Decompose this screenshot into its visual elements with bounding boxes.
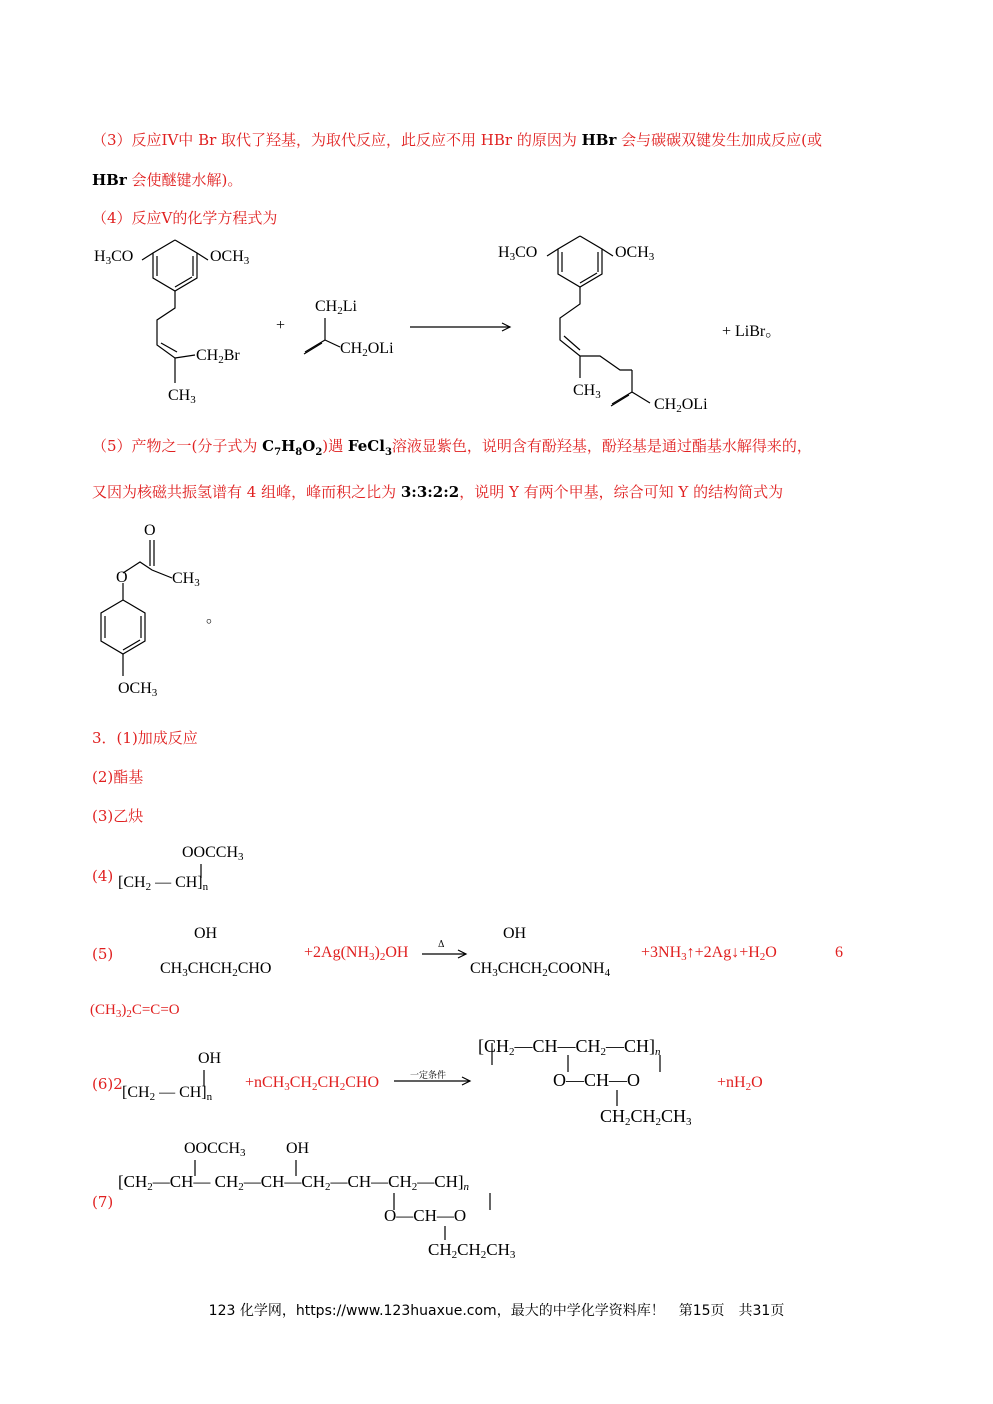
product-oh-label: OH: [503, 925, 527, 942]
answer-5-line2: 又因为核磁共振氢谱有 4 组峰，峰而积之比为 3:3:2:2，说明 Y 有两个甲基，综合可知 Y 的结构简式为: [92, 483, 784, 501]
pvb-acetal-ring: O—CH—O: [384, 1206, 467, 1225]
answer-3-line1: （3）反应IV中 Br 取代了羟基，为取代反应，此反应不用 HBr 的原因为 HBr 会与碳碳双键发生加成反应(或: [92, 131, 823, 149]
answer-six: 6: [835, 944, 843, 961]
pvb-oh-label: OH: [286, 1140, 310, 1157]
y-och3-label: $OCH_3$: [118, 680, 158, 699]
q3-answer-6-label: (6)2: [92, 1075, 123, 1093]
answer-3-line2: HBr 会使醚键水解)。: [92, 171, 243, 189]
pvb-oocch3-label: $OOCCH_3$: [184, 1140, 246, 1159]
butanal-reagent: $+nCH_3CH_2CH_2CHO$: [245, 1074, 379, 1093]
product-h3co-label: $H_3CO$: [498, 244, 538, 263]
polymer-repeat-unit: [$CH_2$ — $CH]_n$: [118, 874, 209, 893]
pva-oh-label: OH: [198, 1050, 222, 1067]
carbonyl-oxygen-label: O: [144, 522, 156, 539]
page-footer: 123 化学网，https://www.123huaxue.com，最大的中学化学资料库！ 第15页 共31页: [208, 1303, 785, 1319]
product-ch3-label: $CH_3$: [573, 382, 601, 401]
acetal-ring: O—CH—O: [553, 1070, 641, 1090]
reactant-oh-label: OH: [194, 925, 218, 942]
lithium-bromide-byproduct: + LiBr。: [722, 323, 782, 340]
q3-answer-3: (3)乙炔: [92, 807, 144, 825]
byproducts: $+3NH_3↑+2Ag↓+H_2O$: [641, 944, 777, 963]
reactant-1-ch3-label: $CH_3$: [168, 387, 196, 406]
q3-answer-4-label: (4): [92, 867, 114, 885]
reaction-condition: 一定条件: [410, 1071, 447, 1081]
polymer-side-oocch3: $OOCCH_3$: [182, 844, 244, 863]
reactant-2-ch2li-label: $CH_2Li$: [315, 298, 357, 317]
plus-sign: +: [276, 317, 286, 334]
answer-5-line1: （5）产物之一(分子式为 $C_7H_8O_2$)遇 FeCl$_3$溶液显紫色，说明含有酚羟基，酚羟基是通过酯基水解得来的，: [92, 437, 812, 458]
pvb-propyl: $CH_2CH_2CH_3$: [428, 1240, 516, 1261]
q3-answer-2: (2)酯基: [92, 768, 144, 786]
reactant-hydroxybutanal: $CH_3CHCH_2CHO$: [160, 960, 272, 979]
pvb-backbone: [$CH_2—CH—$ $CH_2—CH—CH_2—CH—CH_2—CH]_n$: [118, 1172, 470, 1193]
product-och3-label: $OCH_3$: [615, 244, 655, 263]
reactant-1-h3co-label: $H_3CO$: [94, 248, 134, 267]
q3-answer-1: 3．(1)加成反应: [92, 729, 198, 747]
reactant-2-ch2oli-label: $CH_2OLi$: [340, 340, 394, 359]
heat-condition: Δ: [438, 940, 445, 950]
acetal-polymer-backbone: $[CH_2—CH—CH_2—CH]_n$: [478, 1036, 661, 1058]
water-byproduct: $+nH_2O$: [717, 1074, 763, 1093]
ester-oxygen-label: O: [116, 569, 128, 586]
q3-answer-7-label: (7): [92, 1193, 114, 1211]
pva-repeat-unit: [$CH_2$ — $CH]_n$: [122, 1084, 213, 1103]
y-ch3-label: $CH_3$: [172, 570, 200, 589]
reactant-1-och3-label: $OCH_3$: [210, 248, 250, 267]
answer-4-heading: （4）反应V的化学方程式为: [92, 209, 278, 227]
reactant-1-ch2br-label: $CH_2Br$: [196, 347, 240, 366]
y-period: 。: [206, 609, 223, 626]
acetal-propyl: $CH_2CH_2CH_3$: [600, 1106, 692, 1128]
ketene-answer: $(CH_3)_2C=C=O$: [90, 1002, 180, 1020]
q3-answer-5-label: (5): [92, 945, 114, 963]
product-ammonium-salt: $CH_3CHCH_2COONH_4$: [470, 960, 611, 979]
product-ch2oli-label: $CH_2OLi$: [654, 396, 708, 415]
tollens-reagent: $+2Ag(NH_3)_2OH$: [304, 944, 409, 963]
